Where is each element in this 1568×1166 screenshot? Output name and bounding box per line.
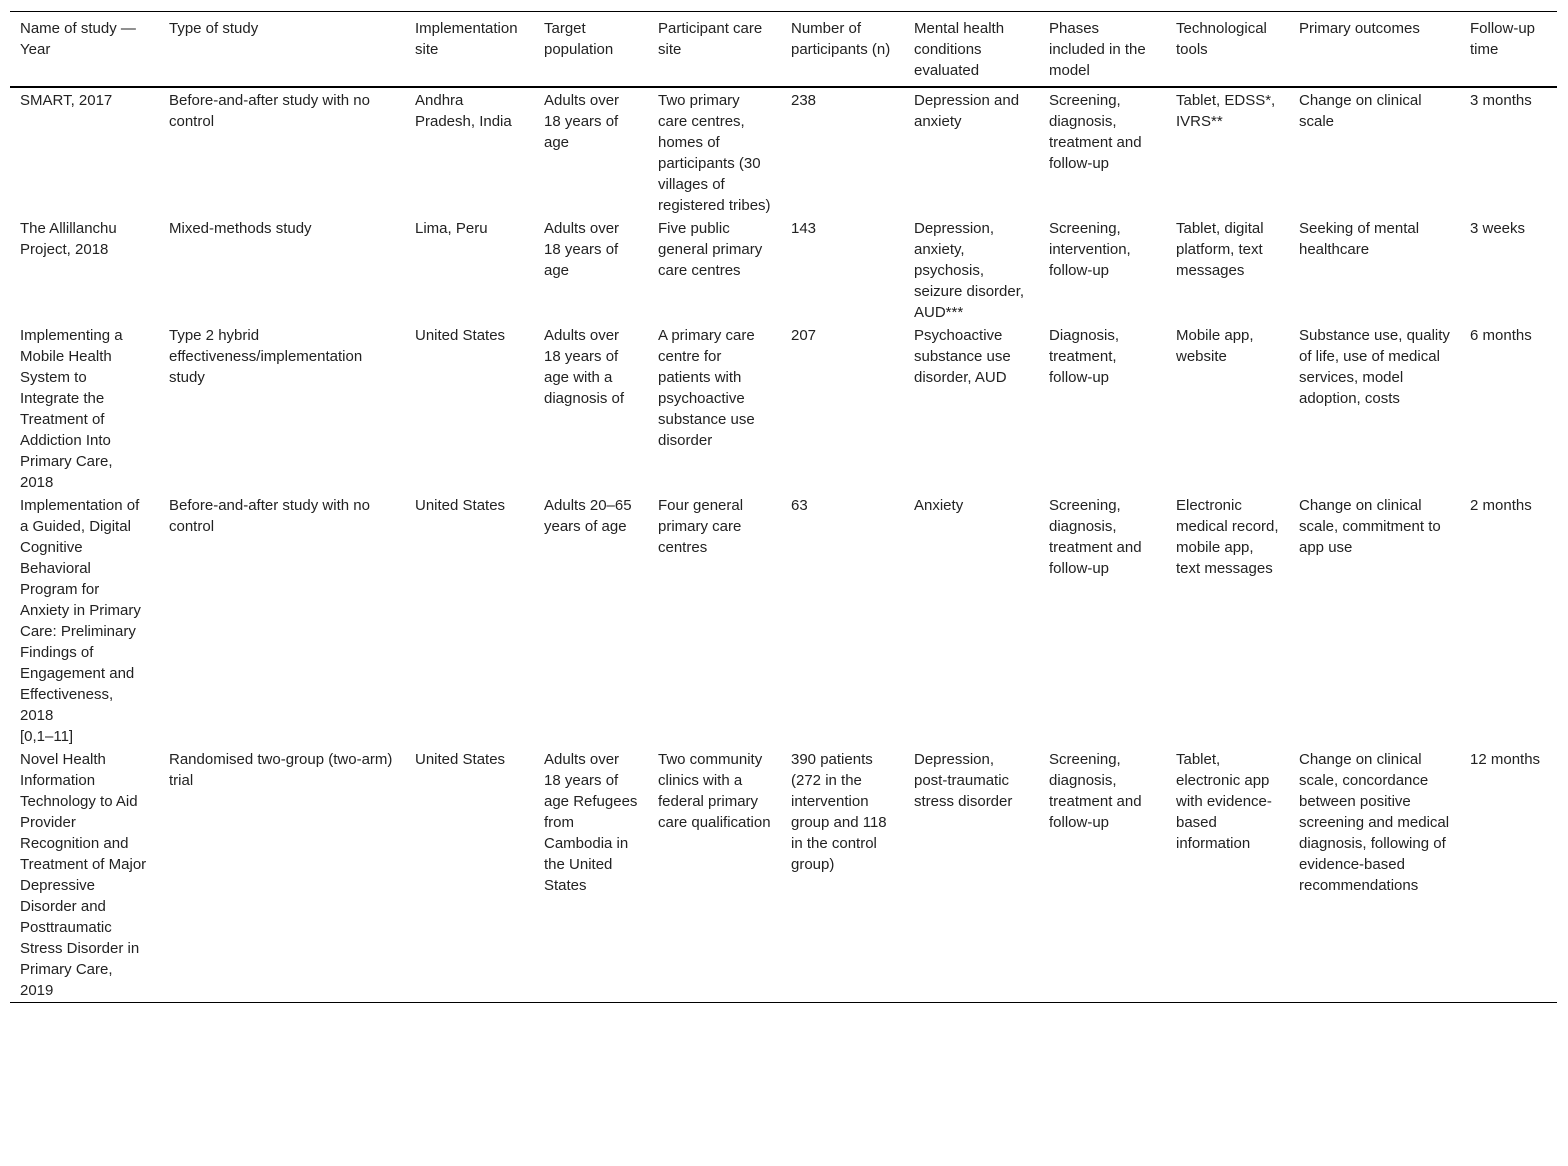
cell-site: United States [415,751,506,768]
cell-name [10,494,159,748]
cell-population: Adults over 18 years of age [544,220,620,279]
table-row [10,748,1557,1003]
table-row [10,324,1557,494]
cell-outcomes: Substance use, quality of life, use of medical services, model adoption, costs [1299,327,1450,407]
header-type: Type of study [169,20,259,37]
cell-outcomes: Change on clinical scale, concordance between positive screening and medical diagnosis, following of evidence-based recommendations [1299,751,1450,894]
cell-tools: Tablet, EDSS*, IVRS** [1176,92,1276,130]
header-implementation-site: Implementation site [415,20,518,58]
header-tools: Technological tools [1176,20,1267,58]
cell-site: United States [415,327,506,344]
cell-population: Adults 20–65 years of age [544,497,632,535]
cell-tools: Tablet, electronic app with evidence-based information [1176,751,1272,852]
cell-care-site: Four general primary care centres [658,497,744,556]
cell-followup: 12 months [1470,751,1541,768]
cell-conditions: Depression, anxiety, psychosis, seizure disorder, AUD*** [914,220,1025,321]
header-name-year: Name of study — Year [20,20,136,58]
cell-care-site: A primary care centre for patients with psychoactive substance use disorder [658,327,755,449]
cell-followup: 2 months [1470,497,1532,514]
header-target-population: Target population [544,20,614,58]
cell-population: Adults over 18 years of age [544,92,620,151]
cell-outcomes: Change on clinical scale [1299,92,1422,130]
cell-participants: 390 patients (272 in the intervention group and 118 in the control group) [791,751,887,873]
cell-followup: 6 months [1470,327,1532,344]
cell-type: Randomised two-group (two-arm) trial [169,751,393,789]
cell-care-site: Two community clinics with a federal primary care qualification [658,751,771,831]
cell-participants: 207 [791,327,817,344]
cell-care-site: Two primary care centres, homes of participants (30 villages of registered tribes) [658,92,771,214]
header-followup: Follow-up time [1470,20,1536,58]
cell-phases: Screening, diagnosis, treatment and follow-up [1049,92,1142,172]
header-conditions: Mental health conditions evaluated [914,20,1005,79]
cell-outcomes: Change on clinical scale, commitment to app use [1299,497,1441,556]
cell-phases: Screening, intervention, follow-up [1049,220,1131,279]
cell-participants: 238 [791,92,817,109]
cell-phases: Diagnosis, treatment, follow-up [1049,327,1120,386]
studies-table [10,11,1557,1003]
cell-conditions: Psychoactive substance use disorder, AUD [914,327,1011,386]
header-outcomes: Primary outcomes [1299,20,1420,37]
header-phases: Phases included in the model [1049,20,1146,79]
cell-population: Adults over 18 years of age Refugees from Cambodia in the United States [544,751,638,894]
cell-name-reference: [0,1–11] [20,728,74,745]
cell-name: The Allillanchu Project, 2018 [20,220,117,258]
cell-outcomes: Seeking of mental healthcare [1299,220,1420,258]
cell-participants: 63 [791,497,808,514]
studies-table-container [10,11,1557,1003]
table-row [10,494,1557,748]
table-row [10,217,1557,324]
cell-tools: Electronic medical record, mobile app, text messages [1176,497,1279,577]
cell-conditions: Anxiety [914,497,964,514]
cell-name: Implementing a Mobile Health System to Integrate the Treatment of Addiction Into Primary Care, 2018 [20,327,123,491]
cell-name-text: Implementation of a Guided, Digital Cognitive Behavioral Program for Anxiety in Primary Care: Preliminary Findings of Engagement and Effectiveness, 2018 [20,497,141,724]
header-number-participants: Number of participants (n) [791,20,891,58]
cell-type: Before-and-after study with no control [169,92,370,130]
cell-conditions: Depression and anxiety [914,92,1020,130]
cell-phases: Screening, diagnosis, treatment and follow-up [1049,497,1142,577]
cell-type: Type 2 hybrid effectiveness/implementation study [169,327,363,386]
cell-type: Mixed-methods study [169,220,312,237]
cell-type: Before-and-after study with no control [169,497,370,535]
cell-conditions: Depression, post-traumatic stress disorder [914,751,1013,810]
table-header-row [10,12,1557,88]
cell-participants: 143 [791,220,817,237]
cell-site: United States [415,497,506,514]
cell-tools: Tablet, digital platform, text messages [1176,220,1264,279]
cell-phases: Screening, diagnosis, treatment and follow-up [1049,751,1142,831]
cell-tools: Mobile app, website [1176,327,1254,365]
cell-followup: 3 months [1470,92,1532,109]
cell-site: Andhra Pradesh, India [415,92,512,130]
cell-care-site: Five public general primary care centres [658,220,763,279]
header-participant-care-site: Participant care site [658,20,763,58]
cell-followup: 3 weeks [1470,220,1526,237]
cell-population: Adults over 18 years of age with a diagnosis of [544,327,625,407]
cell-site: Lima, Peru [415,220,488,237]
table-row [10,87,1557,217]
cell-name: SMART, 2017 [20,92,113,109]
cell-name: Novel Health Information Technology to Aid Provider Recognition and Treatment of Major Depressive Disorder and Posttraumatic Stress Disorder in Primary Care, 2019 [20,751,147,999]
